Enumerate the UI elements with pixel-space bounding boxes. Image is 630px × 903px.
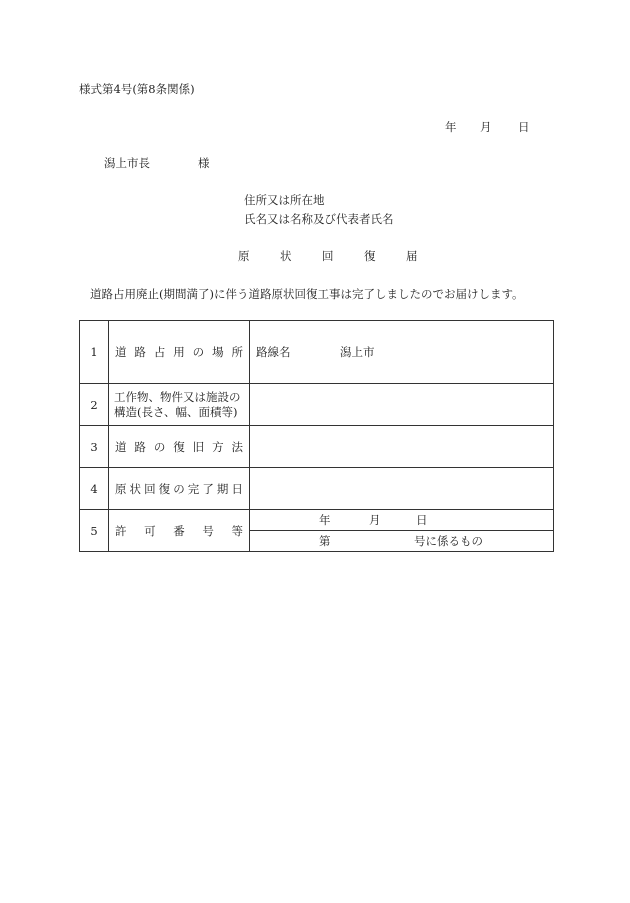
permit-prefix: 第 — [319, 534, 331, 548]
addressee — [104, 155, 210, 171]
body-text: 道路占用廃止(期間満了)に伴う道路原状回復工事は完了しましたのでお届けします。 — [90, 287, 524, 301]
applicant-address-label: 住所又は所在地 — [244, 193, 325, 207]
document-title — [238, 248, 448, 264]
city-name: 潟上市 — [340, 345, 375, 359]
row-number: 4 — [80, 468, 109, 510]
row-label-line: 工作物、物件又は施設の — [114, 389, 241, 404]
title-char: 復 — [364, 249, 376, 263]
row-number: 5 — [80, 510, 109, 552]
report-table — [79, 320, 554, 552]
date-month: 月 — [480, 120, 492, 134]
structure-value — [250, 384, 554, 426]
restoration-method-value — [250, 426, 554, 468]
row-label: 道路占用の場所 — [109, 321, 250, 384]
location-value — [250, 321, 554, 384]
table-row — [80, 510, 554, 531]
table-row — [80, 384, 554, 426]
row-number: 1 — [80, 321, 109, 384]
table-row — [80, 468, 554, 510]
date-year: 年 — [445, 120, 457, 134]
title-char: 届 — [406, 249, 418, 263]
submission-date — [445, 119, 530, 135]
title-char: 状 — [280, 249, 292, 263]
table-row — [80, 426, 554, 468]
row-label — [109, 384, 250, 426]
date-day: 日 — [518, 120, 530, 134]
permit-day: 日 — [416, 513, 428, 527]
row-label: 許可番号等 — [109, 510, 250, 552]
row-label: 道路の復旧方法 — [109, 426, 250, 468]
table-row — [80, 321, 554, 384]
permit-suffix: 号に係るもの — [414, 534, 483, 548]
row-number: 3 — [80, 426, 109, 468]
title-char: 原 — [238, 249, 250, 263]
completion-date-value — [250, 468, 554, 510]
addressee-honorific: 様 — [198, 156, 210, 170]
row-number: 2 — [80, 384, 109, 426]
title-char: 回 — [322, 249, 334, 263]
permit-number — [250, 531, 554, 552]
permit-date — [250, 510, 554, 531]
row-label: 原状回復の完了期日 — [109, 468, 250, 510]
row-label-line: 構造(長さ、幅、面積等) — [114, 404, 238, 419]
form-number: 様式第4号(第8条関係) — [79, 82, 195, 96]
permit-month: 月 — [369, 513, 381, 527]
applicant-name-label: 氏名又は名称及び代表者氏名 — [244, 212, 394, 226]
route-name-label: 路線名 — [256, 345, 291, 359]
permit-year: 年 — [319, 513, 331, 527]
addressee-name: 潟上市長 — [104, 156, 150, 170]
